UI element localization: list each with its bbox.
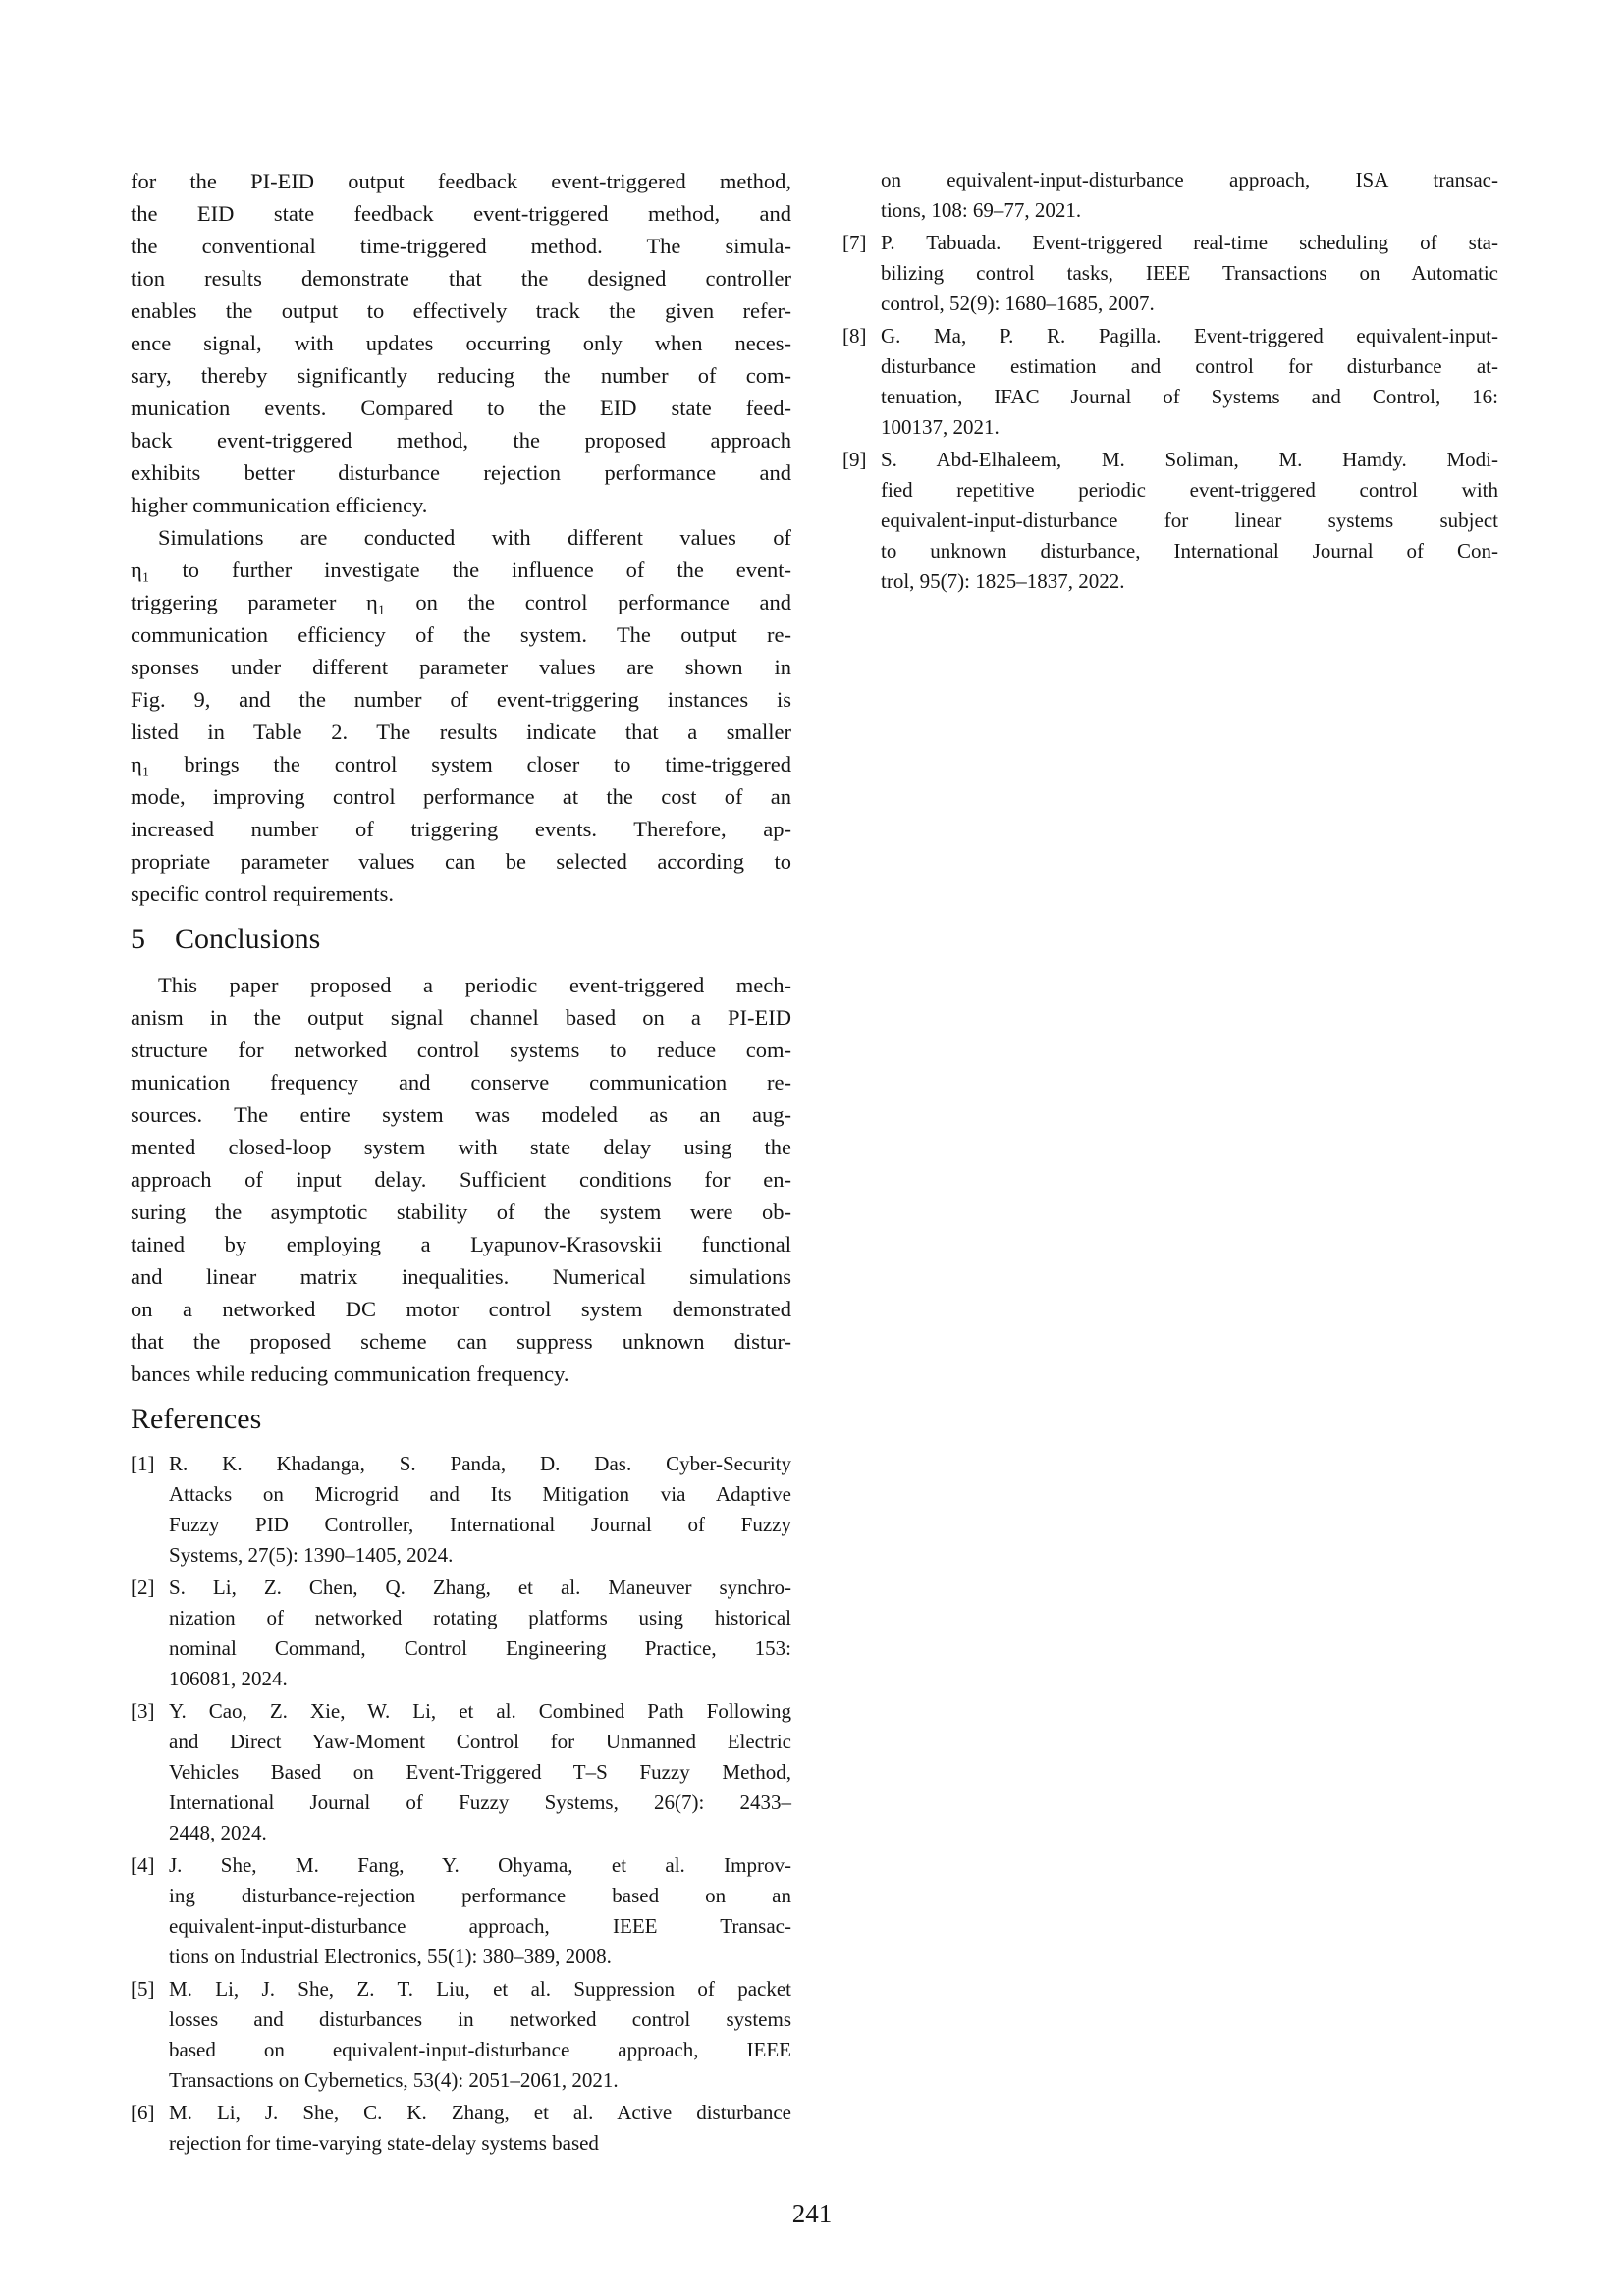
reference-line: S. Li, Z. Chen, Q. Zhang, et al. Maneuver synchro- [169,1575,791,1599]
reference-label: [2] [131,1575,155,1599]
reference-label: [4] [131,1853,155,1877]
reference-line: trol, 95(7): 1825–1837, 2022. [881,569,1125,593]
text-line: sources. The entire system was modeled as an aug- [131,1102,791,1127]
text-line: communication efficiency of the system. The output re- [131,622,791,647]
reference-line: Vehicles Based on Event-Triggered T–S Fuzzy Method, [169,1760,791,1784]
heading-number: 5 [131,923,145,955]
reference-item [131,2098,791,2159]
reference-line: ing disturbance-rejection performance based on an [169,1884,791,1907]
reference-line: Attacks on Microgrid and Its Mitigation via Adaptive [169,1482,791,1506]
text-line: exhibits better disturbance rejection performance and [131,460,791,485]
text-line: for the PI-EID output feedback event-triggered method, [131,169,791,193]
text-line: specific control requirements. [131,881,395,906]
text-line: back event-triggered method, the proposed approach [131,428,791,453]
text-line: η₁ brings the control system closer to time-triggered [131,752,791,776]
reference-line: M. Li, J. She, Z. T. Liu, et al. Suppression of packet [169,1977,791,2001]
reference-line: on equivalent-input-disturbance approach, ISA transac- [881,168,1498,191]
reference-line: tions on Industrial Electronics, 55(1): 380–389, 2008. [169,1945,612,1968]
reference-label: [9] [842,448,867,471]
reference-item [842,165,1498,226]
reference-label: [8] [842,324,867,347]
reference-line: Transactions on Cybernetics, 53(4): 2051–2061, 2021. [169,2068,619,2092]
section-heading [131,921,791,957]
text-line: This paper proposed a periodic event-triggered mech- [158,973,791,997]
reference-label: [5] [131,1977,155,2001]
reference-line: tenuation, IFAC Journal of Systems and Control, 16: [881,385,1498,408]
reference-line: Fuzzy PID Controller, International Journal of Fuzzy [169,1513,791,1536]
reference-line: S. Abd-Elhaleem, M. Soliman, M. Hamdy. Modi- [881,448,1498,471]
reference-line: G. Ma, P. R. Pagilla. Event-triggered equivalent-input- [881,324,1498,347]
text-line: higher communication efficiency. [131,493,428,517]
reference-item [131,1573,791,1694]
text-line: that the proposed scheme can suppress unknown distur- [131,1329,791,1354]
text-line: listed in Table 2. The results indicate that a smaller [131,720,791,744]
text-line: mode, improving control performance at the cost of an [131,784,791,809]
reference-line: P. Tabuada. Event-triggered real-time scheduling of sta- [881,231,1498,254]
reference-line: nization of networked rotating platforms using historical [169,1606,791,1629]
text-line: propriate parameter values can be selected according to [131,849,791,874]
text-line: tion results demonstrate that the designed controller [131,266,791,291]
heading-title: References [131,1403,262,1435]
reference-item [842,445,1498,597]
left-column [131,165,791,2161]
reference-line: tions, 108: 69–77, 2021. [881,198,1082,222]
reference-label: [6] [131,2101,155,2124]
reference-line: Y. Cao, Z. Xie, W. Li, et al. Combined Path Following [169,1699,791,1723]
text-line: Fig. 9, and the number of event-triggering instances is [131,687,791,712]
reference-line: based on equivalent-input-disturbance approach, IEEE [169,2038,791,2061]
right-column [842,165,1498,599]
reference-item [131,1449,791,1571]
text-line: triggering parameter η₁ on the control performance and [131,590,791,614]
reference-line: rejection for time-varying state-delay systems based [169,2131,599,2155]
reference-label: [1] [131,1452,155,1475]
body-paragraph [131,969,791,1390]
section-heading [131,1401,791,1437]
reference-line: nominal Command, Control Engineering Practice, 153: [169,1636,791,1660]
text-line: sary, thereby significantly reducing the number of com- [131,363,791,388]
text-line: munication frequency and conserve communication re- [131,1070,791,1095]
text-line: mented closed-loop system with state delay using the [131,1135,791,1159]
reference-label: [3] [131,1699,155,1723]
reference-line: R. K. Khadanga, S. Panda, D. Das. Cyber-Security [169,1452,791,1475]
text-line: approach of input delay. Sufficient conditions for en- [131,1167,791,1192]
body-paragraph [131,165,791,521]
page-number: 241 [791,2199,833,2228]
reference-line: Systems, 27(5): 1390–1405, 2024. [169,1543,454,1567]
text-line: the EID state feedback event-triggered method, and [131,201,791,226]
text-line: Simulations are conducted with different values of [158,525,791,550]
reference-line: fied repetitive periodic event-triggered control with [881,478,1498,502]
reference-line: 106081, 2024. [169,1667,288,1690]
reference-line: 100137, 2021. [881,415,1000,439]
text-line: increased number of triggering events. Therefore, ap- [131,817,791,841]
reference-line: to unknown disturbance, International Journal of Con- [881,539,1498,562]
reference-line: equivalent-input-disturbance for linear systems subject [881,508,1498,532]
text-line: enables the output to effectively track the given refer- [131,298,791,323]
reference-item [131,1974,791,2096]
text-line: ence signal, with updates occurring only when neces- [131,331,791,355]
reference-line: and Direct Yaw-Moment Control for Unmanned Electric [169,1730,791,1753]
reference-line: control, 52(9): 1680–1685, 2007. [881,292,1155,315]
reference-label: [7] [842,231,867,254]
reference-line: equivalent-input-disturbance approach, IEEE Transac- [169,1914,791,1938]
reference-line: losses and disturbances in networked control systems [169,2007,791,2031]
text-line: η₁ to further investigate the influence of the event- [131,558,791,582]
reference-line: bilizing control tasks, IEEE Transactions on Automatic [881,261,1498,285]
text-line: the conventional time-triggered method. The simula- [131,234,791,258]
reference-line: disturbance estimation and control for disturbance at- [881,354,1498,378]
text-line: suring the asymptotic stability of the system were ob- [131,1200,791,1224]
text-line: munication events. Compared to the EID state feed- [131,396,791,420]
text-line: on a networked DC motor control system demonstrated [131,1297,791,1321]
reference-item [131,1696,791,1848]
text-line: anism in the output signal channel based on a PI-EID [131,1005,791,1030]
heading-title: Conclusions [175,923,321,955]
text-line: structure for networked control systems to reduce com- [131,1038,791,1062]
text-line: and linear matrix inequalities. Numerical simulations [131,1264,791,1289]
reference-line: J. She, M. Fang, Y. Ohyama, et al. Improv- [169,1853,791,1877]
text-line: sponses under different parameter values are shown in [131,655,791,679]
text-line: tained by employing a Lyapunov-Krasovskii functional [131,1232,791,1256]
reference-line: M. Li, J. She, C. K. Zhang, et al. Active disturbance [169,2101,791,2124]
body-paragraph [131,521,791,910]
text-line: bances while reducing communication frequency. [131,1362,569,1386]
reference-item [131,1850,791,1972]
reference-line: International Journal of Fuzzy Systems, 26(7): 2433– [169,1790,791,1814]
reference-line: 2448, 2024. [169,1821,267,1844]
reference-item [842,228,1498,319]
reference-item [842,321,1498,443]
